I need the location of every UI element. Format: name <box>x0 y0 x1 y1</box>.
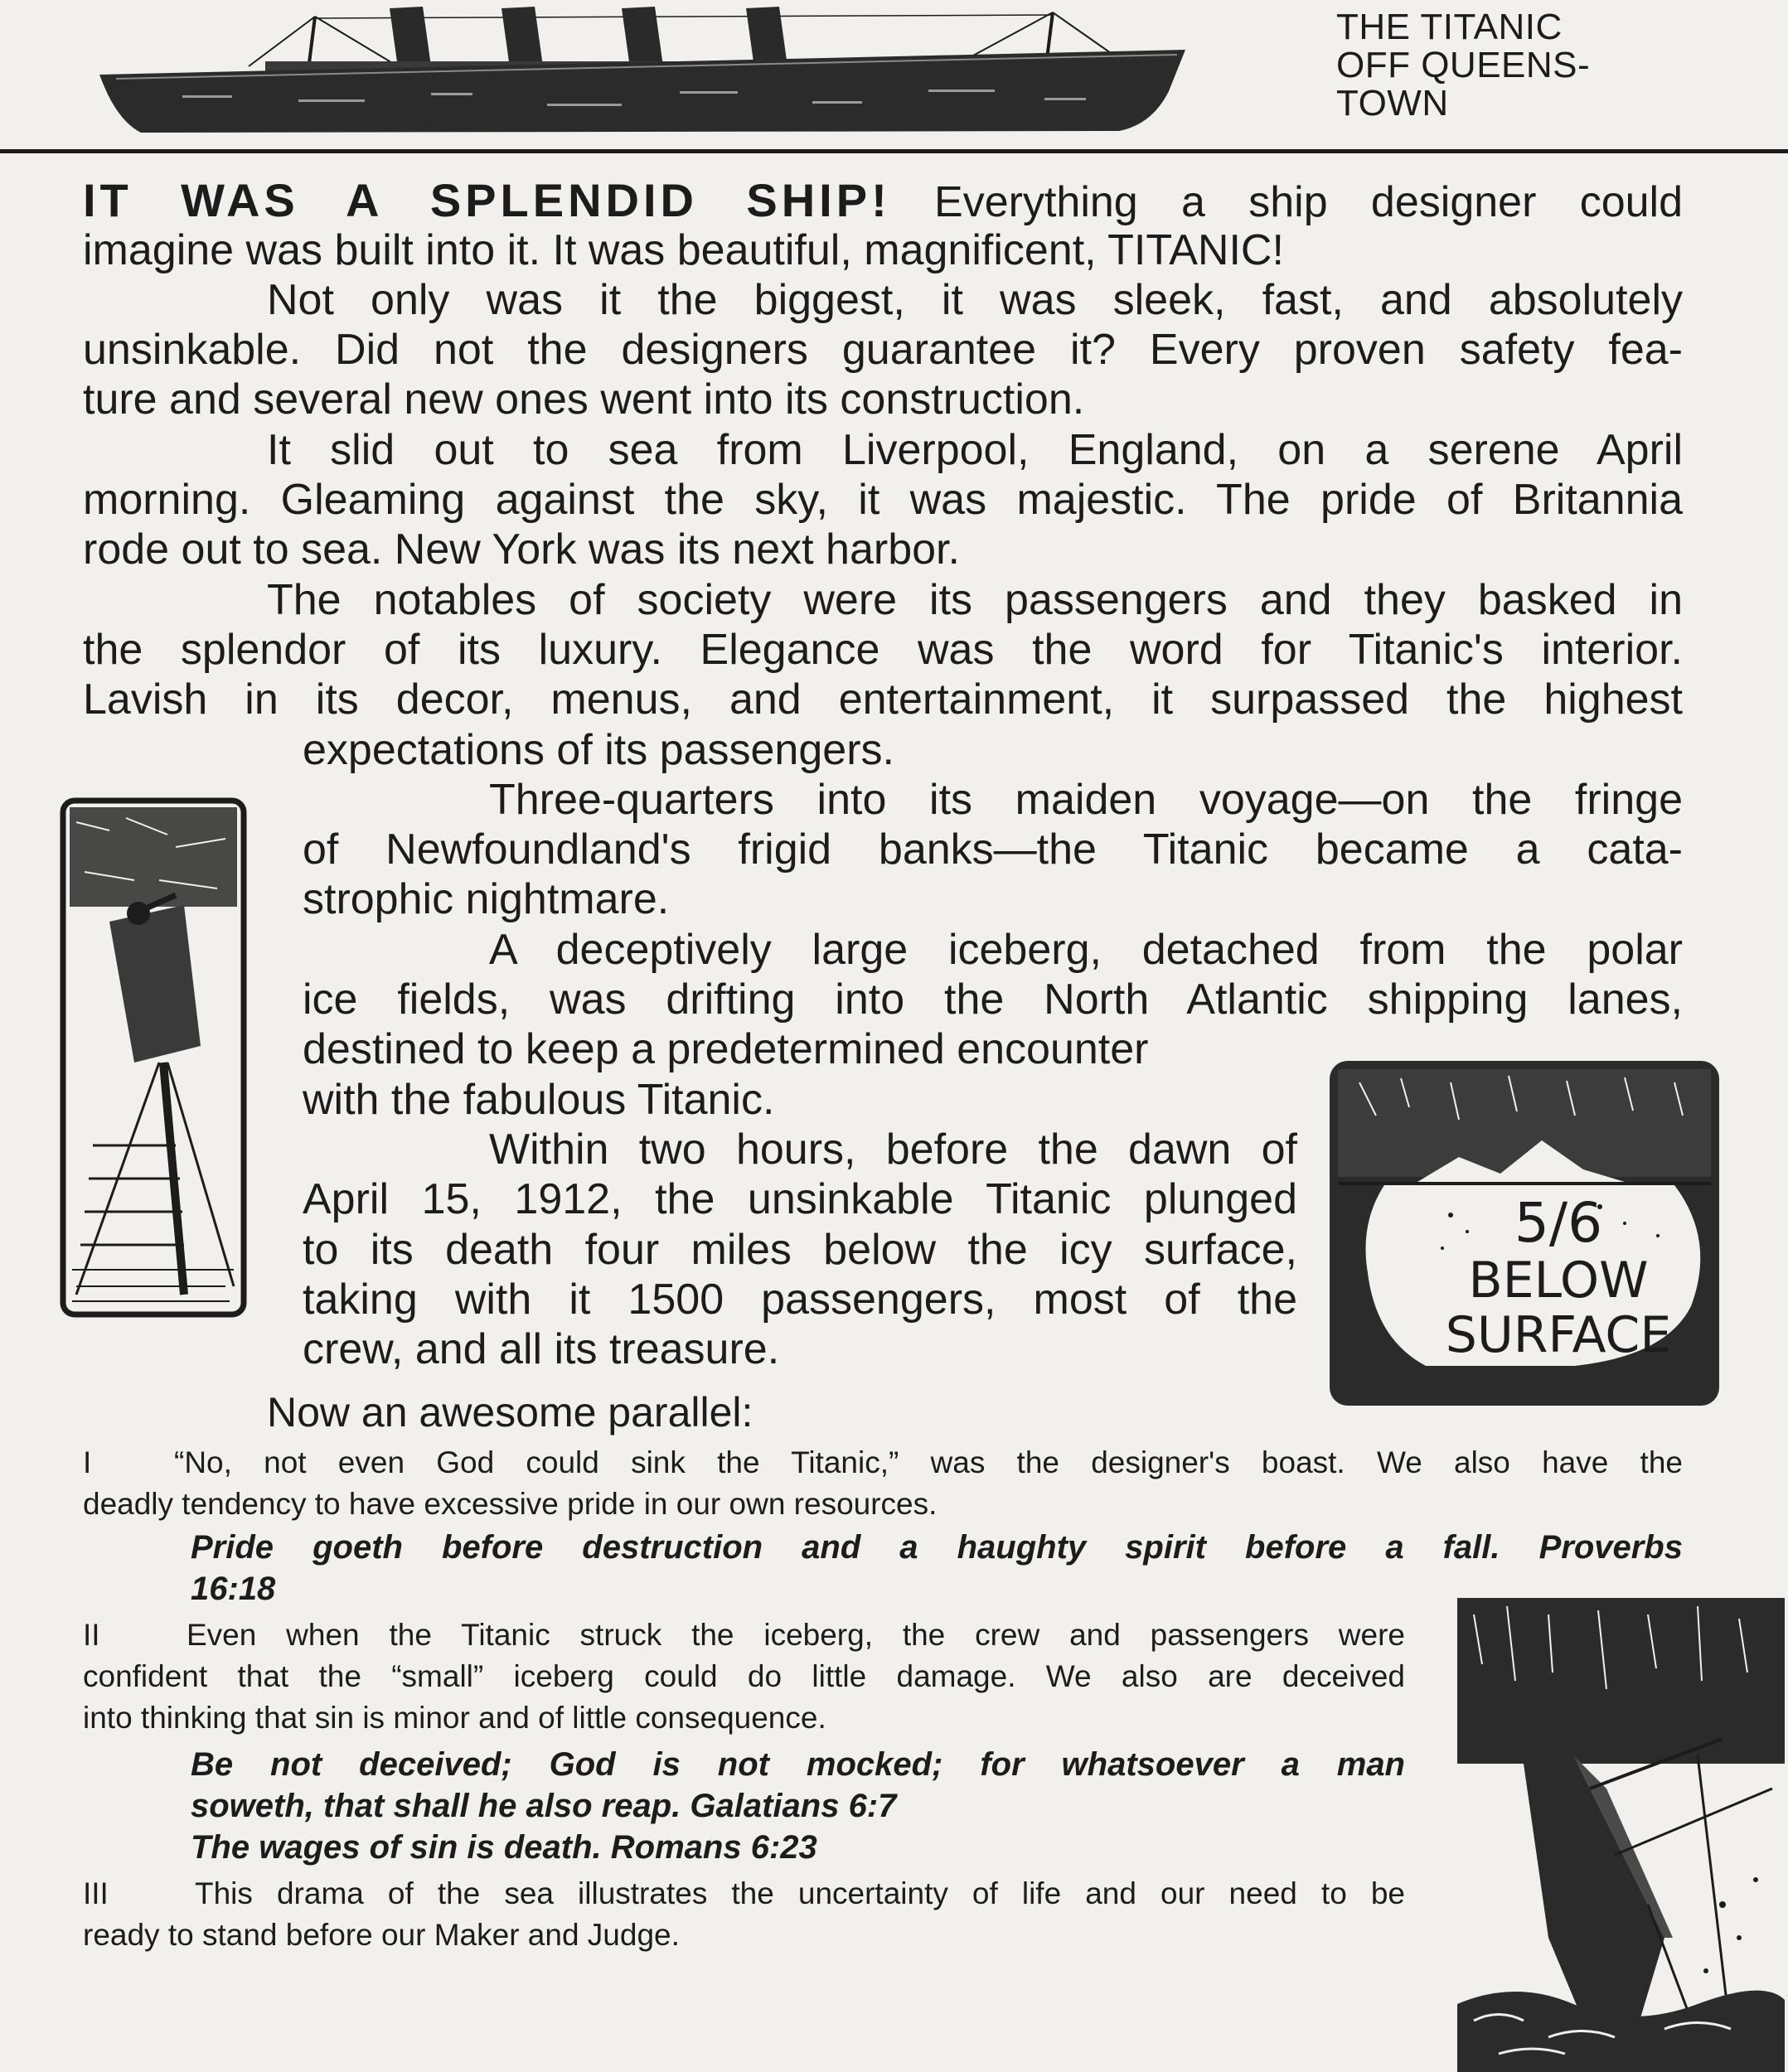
scripture-verse: Pride goeth before destruction and a haughty spirit before a fall. Proverbs <box>191 1529 1683 1566</box>
illustration-caption <box>1336 8 1668 123</box>
paragraph-line: Lavish in its decor, menus, and entertainment, it surpassed the highest <box>83 675 1683 724</box>
caption-line: THE TITANIC <box>1336 7 1563 47</box>
caption-line: OFF QUEENS- <box>1336 45 1591 85</box>
paragraph-line: Not only was it the biggest, it was sleek, fast, and absolutely <box>267 276 1683 324</box>
point-numeral: I <box>83 1445 92 1479</box>
point-text: “No, not even God could sink the Titanic,” was the designer's boast. We also have the <box>174 1445 1683 1479</box>
paragraph-line: destined to keep a predetermined encounter <box>303 1025 1149 1073</box>
paragraph-line: with the fabulous Titanic. <box>303 1076 775 1124</box>
point-numeral: II <box>83 1618 100 1652</box>
caption-line: TOWN <box>1336 83 1449 123</box>
paragraph-line: ice fields, was drifting into the North Atlantic shipping lanes, <box>303 975 1683 1024</box>
iceberg-fraction-label: 5/6 <box>1514 1191 1603 1255</box>
paragraph-line: Three-quarters into its maiden voyage—on the fringe <box>489 776 1683 824</box>
paragraph-line: taking with it 1500 passengers, most of the <box>303 1276 1297 1324</box>
point-text: This drama of the sea illustrates the uncertainty of life and our need to be <box>195 1876 1405 1910</box>
paragraph-line: to its death four miles below the icy surface, <box>303 1226 1297 1274</box>
paragraph-line: The notables of society were its passengers and they basked in <box>267 576 1683 624</box>
sinking-ship-illustration <box>1449 1590 1788 2072</box>
titanic-ship-illustration <box>83 0 1202 145</box>
paragraph-line: strophic nightmare. <box>303 875 670 923</box>
parallel-heading: Now an awesome parallel: <box>267 1389 753 1435</box>
iceberg-below-label: BELOW <box>1468 1251 1649 1310</box>
paragraph-line: Within two hours, before the dawn of <box>489 1126 1297 1174</box>
intro-text: Everything a ship designer could <box>934 178 1684 226</box>
scripture-verse: Be not deceived; God is not mocked; for whatsoever a man <box>191 1746 1405 1783</box>
paragraph-line: April 15, 1912, the unsinkable Titanic plunged <box>303 1175 1297 1223</box>
paragraph-line: ture and several new ones went into its construction. <box>83 375 1085 424</box>
paragraph-line: It slid out to sea from Liverpool, England, on a serene April <box>267 426 1683 474</box>
point-text: deadly tendency to have excessive pride in our own resources. <box>83 1487 938 1521</box>
point-text: confident that the “small” iceberg could do little damage. We also are deceived <box>83 1659 1405 1693</box>
scripture-verse: 16:18 <box>191 1571 276 1607</box>
iceberg-label <box>1401 1193 1716 1363</box>
paragraph-line: crew, and all its treasure. <box>303 1325 780 1373</box>
iceberg-surface-label: SURFACE <box>1445 1306 1672 1364</box>
intro-line <box>83 176 1683 227</box>
point-numeral: III <box>83 1876 109 1910</box>
paragraph-line: expectations of its passengers. <box>303 726 894 774</box>
scripture-verse: The wages of sin is death. Romans 6:23 <box>191 1829 817 1866</box>
scripture-verse: soweth, that shall he also reap. Galatians 6:7 <box>191 1788 897 1824</box>
paragraph-line: A deceptively large iceberg, detached from the polar <box>489 926 1683 974</box>
header-rule <box>0 149 1788 153</box>
paragraph-line: the splendor of its luxury. Elegance was the word for Titanic's interior. <box>83 626 1683 674</box>
paragraph-line: rode out to sea. New York was its next harbor. <box>83 525 960 574</box>
point-text: into thinking that sin is minor and of little consequence. <box>83 1701 826 1735</box>
headline: IT WAS A SPLENDID SHIP! <box>83 174 891 226</box>
lookout-illustration <box>60 797 247 1318</box>
intro-line: imagine was built into it. It was beautiful, magnificent, TITANIC! <box>83 226 1284 274</box>
paragraph-line: unsinkable. Did not the designers guarantee it? Every proven safety fea- <box>83 326 1683 374</box>
point-text: ready to stand before our Maker and Judge. <box>83 1918 680 1952</box>
paragraph-line: of Newfoundland's frigid banks—the Titanic became a cata- <box>303 825 1683 874</box>
paragraph-line: morning. Gleaming against the sky, it was majestic. The pride of Britannia <box>83 476 1683 524</box>
point-text: Even when the Titanic struck the iceberg, the crew and passengers were <box>187 1618 1405 1652</box>
